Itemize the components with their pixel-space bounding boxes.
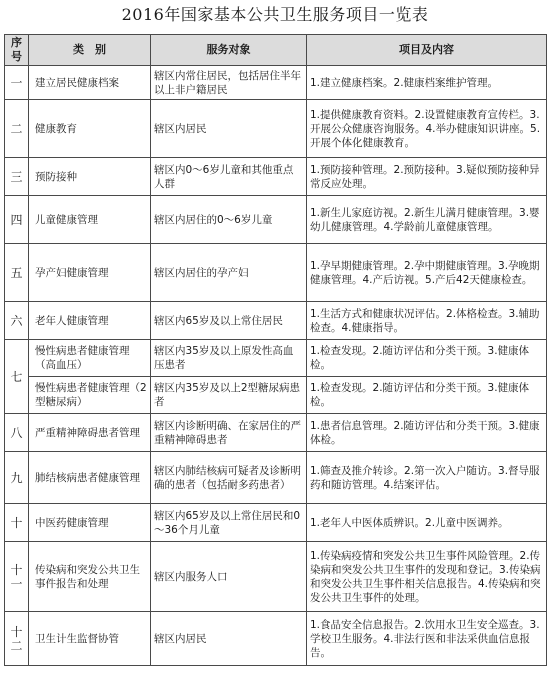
row-target: 辖区内服务人口	[151, 542, 307, 612]
row-target: 辖区内居住的0～6岁儿童	[151, 196, 307, 244]
row-category: 传染病和突发公共卫生事件报告和处理	[29, 542, 151, 612]
row-num: 四	[5, 196, 29, 244]
row-target: 辖区内65岁及以上常住居民和0～36个月儿童	[151, 504, 307, 542]
row-category: 肺结核病患者健康管理	[29, 452, 151, 504]
table-row	[5, 302, 547, 340]
row-content: 1.新生儿家庭访视。2.新生儿满月健康管理。3.婴幼儿健康管理。4.学龄前儿童健康管理。	[307, 196, 547, 244]
table-row	[5, 612, 547, 666]
row-content: 1.患者信息管理。2.随访评估和分类干预。3.健康体检。	[307, 414, 547, 452]
row-content: 1.提供健康教育资料。2.设置健康教育宣传栏。3.开展公众健康咨询服务。4.举办健康知识讲座。5.开展个体化健康教育。	[307, 100, 547, 158]
row-category: 预防接种	[29, 158, 151, 196]
table-row	[5, 158, 547, 196]
row-num: 十	[5, 504, 29, 542]
row-target: 辖区内居住的孕产妇	[151, 244, 307, 302]
row-content: 1.老年人中医体质辨识。2.儿童中医调养。	[307, 504, 547, 542]
row-content: 1.预防接种管理。2.预防接种。3.疑似预防接种异常反应处理。	[307, 158, 547, 196]
row-category: 健康教育	[29, 100, 151, 158]
row-num: 五	[5, 244, 29, 302]
row-target: 辖区内0～6岁儿童和其他重点人群	[151, 158, 307, 196]
header-target: 服务对象	[151, 35, 307, 66]
table-row	[5, 66, 547, 100]
page-title: 2016年国家基本公共卫生服务项目一览表	[121, 5, 429, 24]
row-target: 辖区内35岁及以上2型糖尿病患者	[151, 377, 307, 414]
service-table	[4, 34, 547, 666]
row-target: 辖区内35岁及以上原发性高血压患者	[151, 340, 307, 377]
row-category: 严重精神障碍患者管理	[29, 414, 151, 452]
row-target: 辖区内居民	[151, 100, 307, 158]
table-row	[5, 377, 547, 414]
row-target: 辖区内肺结核病可疑者及诊断明确的患者（包括耐多药患者）	[151, 452, 307, 504]
header-category: 类 别	[29, 35, 151, 66]
row-target: 辖区内65岁及以上常住居民	[151, 302, 307, 340]
table-header-row	[5, 35, 547, 66]
table-row	[5, 504, 547, 542]
row-num: 七	[5, 340, 29, 414]
row-target: 辖区内常住居民，包括居住半年以上非户籍居民	[151, 66, 307, 100]
row-content: 1.孕早期健康管理。2.孕中期健康管理。3.孕晚期健康管理。4.产后访视。5.产后42天健康检查。	[307, 244, 547, 302]
row-category: 卫生计生监督协管	[29, 612, 151, 666]
row-category: 慢性病患者健康管理（高血压）	[29, 340, 151, 377]
row-category: 中医药健康管理	[29, 504, 151, 542]
row-content: 1.筛查及推介转诊。2.第一次入户随访。3.督导服药和随访管理。4.结案评估。	[307, 452, 547, 504]
table-row	[5, 340, 547, 377]
header-num: 序号	[5, 35, 29, 66]
row-content: 1.检查发现。2.随访评估和分类干预。3.健康体检。	[307, 377, 547, 414]
row-num: 二	[5, 100, 29, 158]
row-num: 六	[5, 302, 29, 340]
row-category: 儿童健康管理	[29, 196, 151, 244]
row-target: 辖区内诊断明确、在家居住的严重精神障碍患者	[151, 414, 307, 452]
row-content: 1.检查发现。2.随访评估和分类干预。3.健康体检。	[307, 340, 547, 377]
row-num: 十一	[5, 542, 29, 612]
row-num: 三	[5, 158, 29, 196]
row-num: 八	[5, 414, 29, 452]
row-target: 辖区内居民	[151, 612, 307, 666]
row-category: 慢性病患者健康管理（2型糖尿病）	[29, 377, 151, 414]
header-content: 项目及内容	[307, 35, 547, 66]
row-category: 建立居民健康档案	[29, 66, 151, 100]
row-content: 1.传染病疫情和突发公共卫生事件风险管理。2.传染病和突发公共卫生事件的发现和登记。3.传染病和突发公共卫生事件相关信息报告。4.传染病和突发公共卫生事件的处理。	[307, 542, 547, 612]
row-content: 1.建立健康档案。2.健康档案维护管理。	[307, 66, 547, 100]
row-category: 孕产妇健康管理	[29, 244, 151, 302]
table-row	[5, 542, 547, 612]
row-num: 十二	[5, 612, 29, 666]
table-row	[5, 244, 547, 302]
table-row	[5, 414, 547, 452]
row-content: 1.食品安全信息报告。2.饮用水卫生安全巡查。3.学校卫生服务。4.非法行医和非法采供血信息报告。	[307, 612, 547, 666]
row-category: 老年人健康管理	[29, 302, 151, 340]
row-num: 九	[5, 452, 29, 504]
table-row	[5, 196, 547, 244]
row-num: 一	[5, 66, 29, 100]
row-content: 1.生活方式和健康状况评估。2.体格检查。3.辅助检查。4.健康指导。	[307, 302, 547, 340]
table-row	[5, 452, 547, 504]
table-row	[5, 100, 547, 158]
